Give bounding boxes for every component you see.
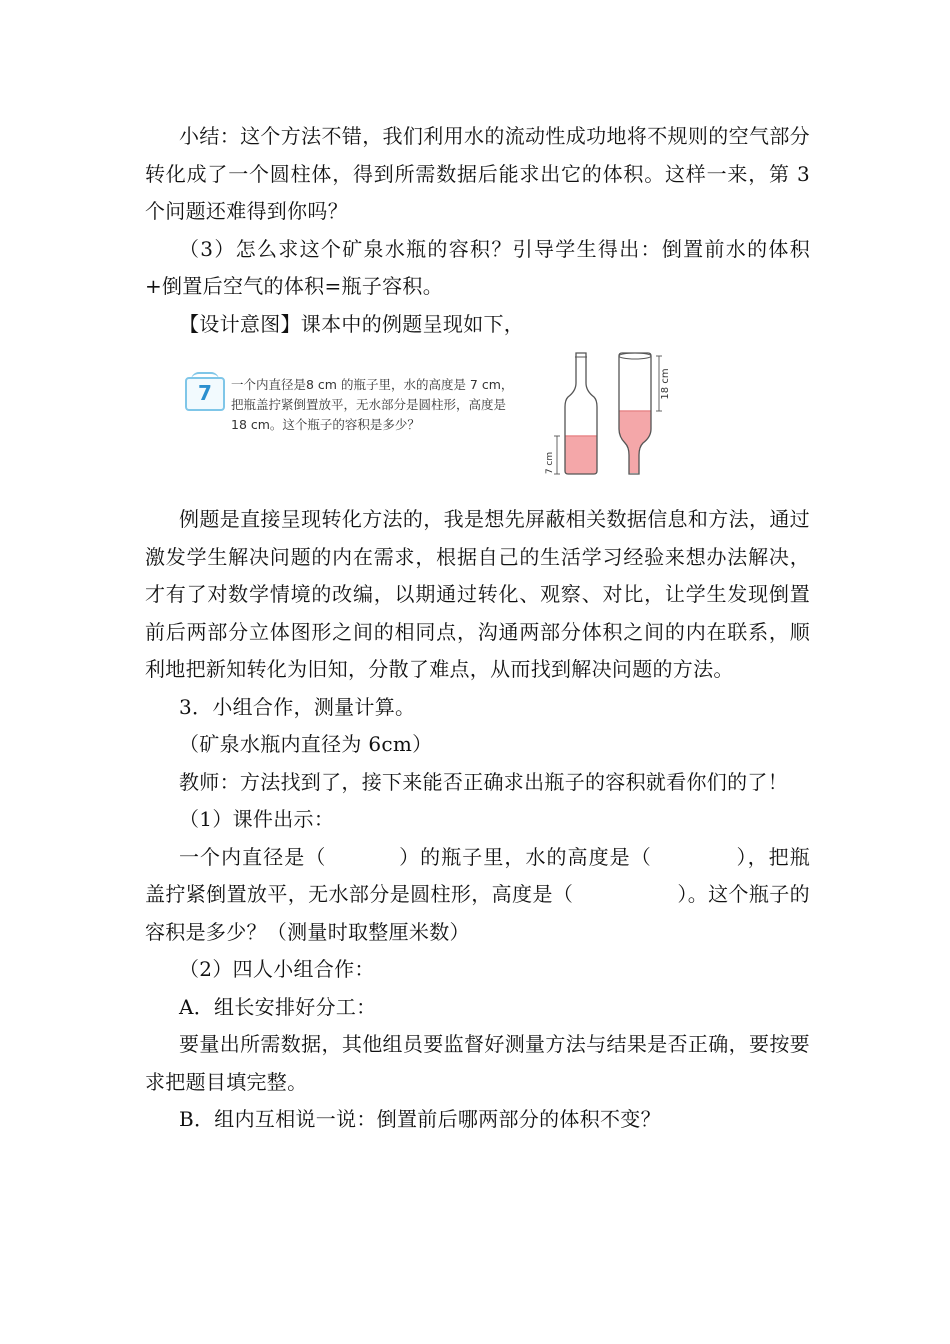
example-line-2: 把瓶盖拧紧倒置放平，无水部分是圆柱形，高度是 xyxy=(231,397,507,412)
question-3-paragraph: （3）怎么求这个矿泉水瓶的容积？引导学生得出：倒置前水的体积+倒置后空气的体积=瓶子容积。 xyxy=(145,236,810,298)
bottles-illustration xyxy=(545,351,695,501)
example-line-3: 18 cm。这个瓶子的容积是多少？ xyxy=(231,417,420,432)
upright-bottle-water xyxy=(565,436,597,474)
example-number-badge xyxy=(185,377,225,411)
step-b-paragraph: B．组内互相说一说：倒置前后哪两部分的体积不变？ xyxy=(179,1107,661,1131)
inverted-bottle-top xyxy=(619,353,651,359)
example-text xyxy=(231,375,551,435)
summary-paragraph: 小结：这个方法不错，我们利用水的流动性成功地将不规则的空气部分转化成了一个圆柱体，得到所需数据后能求出它的体积。这样一来，第 3 个问题还难得到你吗？ xyxy=(145,124,810,223)
upright-bottle xyxy=(545,353,597,474)
water-height-label: 7 cm xyxy=(545,451,555,475)
courseware-heading: （1）课件出示： xyxy=(179,807,335,831)
book-icon xyxy=(191,372,219,380)
problem-part-2: ）的瓶子里，水的高度是（ xyxy=(398,844,652,869)
bottles-svg xyxy=(545,351,695,501)
problem-part-3: ），把瓶盖拧紧倒置放平，无水部分是圆柱形，高度是（ xyxy=(145,844,810,906)
inverted-bottle xyxy=(619,353,671,474)
step-3-heading: 3．小组合作，测量计算。 xyxy=(179,694,416,719)
step-a-heading: A．组长安排好分工： xyxy=(179,994,377,1019)
textbook-example-figure xyxy=(145,351,810,501)
air-height-label: 18 cm xyxy=(660,368,671,400)
step-a-paragraph: 要量出所需数据，其他组员要监督好测量方法与结果是否正确，要按要求把题目填完整。 xyxy=(145,1032,810,1094)
analysis-paragraph: 例题是直接呈现转化方法的，我是想先屏蔽相关数据信息和方法，通过激发学生解决问题的内在需求，根据自己的生活学习经验来想办法解决，才有了对数学情境的改编，以期通过转化、观察、对比，让学生发现倒置前后两部分立体图形之间的相同点，沟通两部分体积之间的内在联系，顺利地把新知转化为旧知，分散了难点，从而找到解决问题的方法。 xyxy=(145,507,810,681)
problem-part-4: ）。这个瓶子的容积是多少？（测量时取整厘米数） xyxy=(145,882,810,944)
teacher-paragraph: 教师：方法找到了，接下来能否正确求出瓶子的容积就看你们的了！ xyxy=(179,769,788,794)
diameter-note: （矿泉水瓶内直径为 6cm） xyxy=(179,732,433,756)
example-number: 7 xyxy=(198,381,212,405)
document-body xyxy=(145,118,810,1139)
group-work-heading: （2）四人小组合作： xyxy=(179,957,375,981)
example-line-1: 一个内直径是8 cm 的瓶子里，水的高度是 7 cm， xyxy=(231,377,514,392)
problem-part-1: 一个内直径是（ xyxy=(179,844,327,869)
fill-in-problem xyxy=(145,839,810,952)
design-intent-paragraph: 【设计意图】课本中的例题呈现如下， xyxy=(179,311,525,336)
